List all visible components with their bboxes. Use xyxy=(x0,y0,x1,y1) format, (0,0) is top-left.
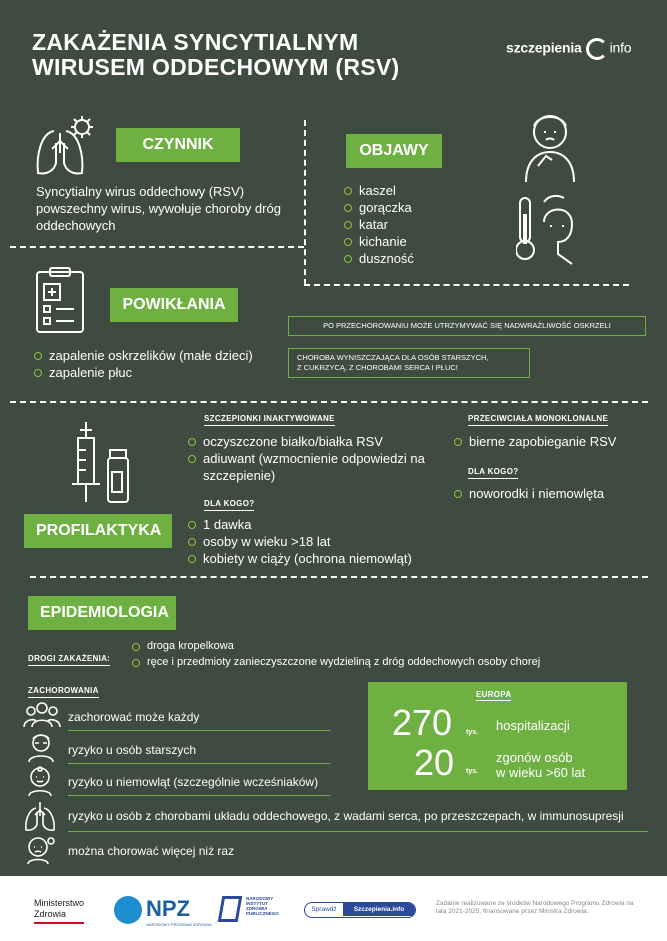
pzh-emblem-icon xyxy=(218,896,243,922)
npz-text: NPZ xyxy=(146,896,190,921)
objawy-item: kichanie xyxy=(344,233,414,250)
lungs-virus-icon xyxy=(30,113,102,181)
route-item: ręce i przedmioty zanieczyszczone wydzieliną z dróg oddechowych osoby chorej xyxy=(132,654,540,670)
page-title xyxy=(32,30,400,80)
vertical-divider xyxy=(304,120,306,285)
monoclonal-title xyxy=(468,408,608,426)
inactivated-vaccines-title xyxy=(204,408,335,426)
npz-subtext: NARODOWY PROGRAM ZDROWIA xyxy=(146,922,212,927)
stat-deaths-label-1: zgonów osób xyxy=(496,750,573,765)
note-2-line-1: CHOROBA WYNISZCZAJĄCA DLA OSÓB STARSZYCH, xyxy=(297,353,489,362)
routes-title xyxy=(28,648,110,666)
objawy-item: kaszel xyxy=(344,182,414,199)
europe-stats-box xyxy=(368,682,627,790)
lungs-heart-icon xyxy=(22,800,58,832)
stat-deaths-value: 20 xyxy=(414,742,455,783)
powiklania-list xyxy=(34,347,253,381)
route-item: droga kropelkowa xyxy=(132,638,540,654)
szczepienia-info-logo[interactable] xyxy=(506,38,631,60)
logo-text-right: info xyxy=(609,39,632,56)
stat-hospitalizations-value: 270 xyxy=(392,702,453,743)
morbidity-row-3: ryzyko u niemowląt (szczególnie wcześniaków) xyxy=(68,774,330,796)
repeat-infection-icon xyxy=(24,833,56,865)
morbidity-row-5: można chorować więcej niż raz xyxy=(68,844,235,858)
profilaktyka-label: PROFILAKTYKA xyxy=(24,514,172,548)
routes-title-text: DROGI ZAKAŻENIA: xyxy=(28,654,110,666)
for-whom-2-text: DLA KOGO? xyxy=(468,467,518,479)
morbidity-title xyxy=(28,680,99,698)
logo-ring-icon xyxy=(586,38,608,60)
czynnik-description: Syncytialny wirus oddechowy (RSV) powszechny wirus, wywołuje choroby dróg oddechowych xyxy=(36,184,281,233)
title-line-1: ZAKAŻENIA SYNCYTIALNYM xyxy=(32,29,359,55)
funding-note: Zadanie realizowane ze środków Narodowego Programu Zdrowia na lata 2021-2025, finansowane przez Ministra Zdrowia. xyxy=(436,900,634,915)
inactivated-title-text: SZCZEPIONKI INAKTYWOWANE xyxy=(204,414,335,426)
powiklania-label: POWIKŁANIA xyxy=(110,288,238,322)
check-right-text: Szczepienia.info xyxy=(343,903,415,916)
objawy-item: duszność xyxy=(344,250,414,267)
divider-powiklania-bottom xyxy=(10,401,648,403)
czynnik-label: CZYNNIK xyxy=(116,128,240,162)
morbidity-title-text: ZACHOROWANIA xyxy=(28,686,99,698)
stat-hospitalizations-label: hospitalizacji xyxy=(496,718,570,733)
powiklania-note-1: PO PRZECHOROWANIU MOŻE UTRZYMYWAĆ SIĘ NADWRAŻLIWOŚĆ OSKRZELI xyxy=(288,316,646,336)
powiklania-note-2 xyxy=(288,348,530,378)
pzh-line-3: ZDROWIA xyxy=(246,906,268,911)
ministry-logo[interactable] xyxy=(34,898,84,924)
inactivated-list xyxy=(188,433,448,484)
infant-icon xyxy=(24,765,56,797)
coughing-person-icon xyxy=(520,108,580,184)
stat-hospitalizations-unit: tys. xyxy=(466,729,479,736)
morbidity-row-2: ryzyko u osób starszych xyxy=(68,742,330,764)
npz-emblem-icon xyxy=(114,896,142,924)
inactivated-item: oczyszczone białko/białka RSV xyxy=(188,433,448,450)
check-left-text: Sprawdź xyxy=(311,906,337,913)
medical-clipboard-icon xyxy=(34,266,86,334)
vaccine-target-item: kobiety w ciąży (ochrona niemowląt) xyxy=(188,550,458,567)
epidemiologia-label: EPIDEMIOLOGIA xyxy=(28,596,176,630)
monoclonal-list xyxy=(454,433,616,450)
morbidity-row-1: zachorować może każdy xyxy=(68,709,330,731)
morbidity-row-4: ryzyko u osób z chorobami układu oddechowego, z wadami serca, po przeszczepach, w immunosupresji xyxy=(68,808,648,832)
footer xyxy=(0,876,667,941)
routes-list xyxy=(132,638,540,670)
ministry-line-1: Ministerstwo xyxy=(34,898,85,908)
logo-text-left: szczepienia xyxy=(506,39,582,56)
divider-czynnik-bottom xyxy=(10,246,304,248)
vaccine-target-item: osoby w wieku >18 lat xyxy=(188,533,458,550)
elderly-person-icon xyxy=(26,732,56,762)
pzh-line-4: PUBLICZNEGO xyxy=(246,911,279,916)
for-whom-1-text: DLA KOGO? xyxy=(204,499,254,511)
monoclonal-title-text: PRZECIWCIAŁA MONOKLONALNE xyxy=(468,414,608,426)
objawy-item: katar xyxy=(344,216,414,233)
fever-thermometer-icon xyxy=(516,192,580,266)
ministry-line-2: Zdrowia xyxy=(34,909,67,919)
pzh-line-1: NARODOWY xyxy=(246,896,274,901)
stat-deaths-unit: tys. xyxy=(466,768,479,775)
powiklania-item: zapalenie płuc xyxy=(34,364,253,381)
title-line-2: WIRUSEM ODDECHOWYM (RSV) xyxy=(32,54,400,80)
pzh-line-2: INSTYTUT xyxy=(246,901,268,906)
objawy-list xyxy=(344,182,414,267)
stat-deaths-label-2: w wieku >60 lat xyxy=(496,765,586,780)
for-whom-title-2 xyxy=(468,461,518,479)
for-whom-title-1 xyxy=(204,493,254,511)
monoclonal-target-item: noworodki i niemowlęta xyxy=(454,485,604,502)
monoclonal-target-list xyxy=(454,485,604,502)
europe-title: EUROPA xyxy=(476,690,512,699)
powiklania-item: zapalenie oskrzelików (małe dzieci) xyxy=(34,347,253,364)
monoclonal-item: bierne zapobieganie RSV xyxy=(454,433,616,450)
syringe-vial-icon xyxy=(64,420,136,506)
divider-profilaktyka-bottom xyxy=(30,576,648,578)
inactivated-item: adiuwant (wzmocnienie odpowiedzi na szczepienie) xyxy=(188,450,448,484)
objawy-item: gorączka xyxy=(344,199,414,216)
check-szczepienia-link[interactable] xyxy=(304,902,416,918)
note-2-line-2: Z CUKRZYCĄ, Z CHOROBAMI SERCA I PŁUC! xyxy=(297,363,458,372)
divider-objawy-bottom xyxy=(304,284,629,286)
vaccine-target-item: 1 dawka xyxy=(188,516,458,533)
objawy-label: OBJAWY xyxy=(346,134,442,168)
vaccine-target-list xyxy=(188,516,458,567)
stat-deaths-label xyxy=(496,750,585,780)
group-people-icon xyxy=(22,700,62,728)
pzh-text xyxy=(246,896,279,916)
